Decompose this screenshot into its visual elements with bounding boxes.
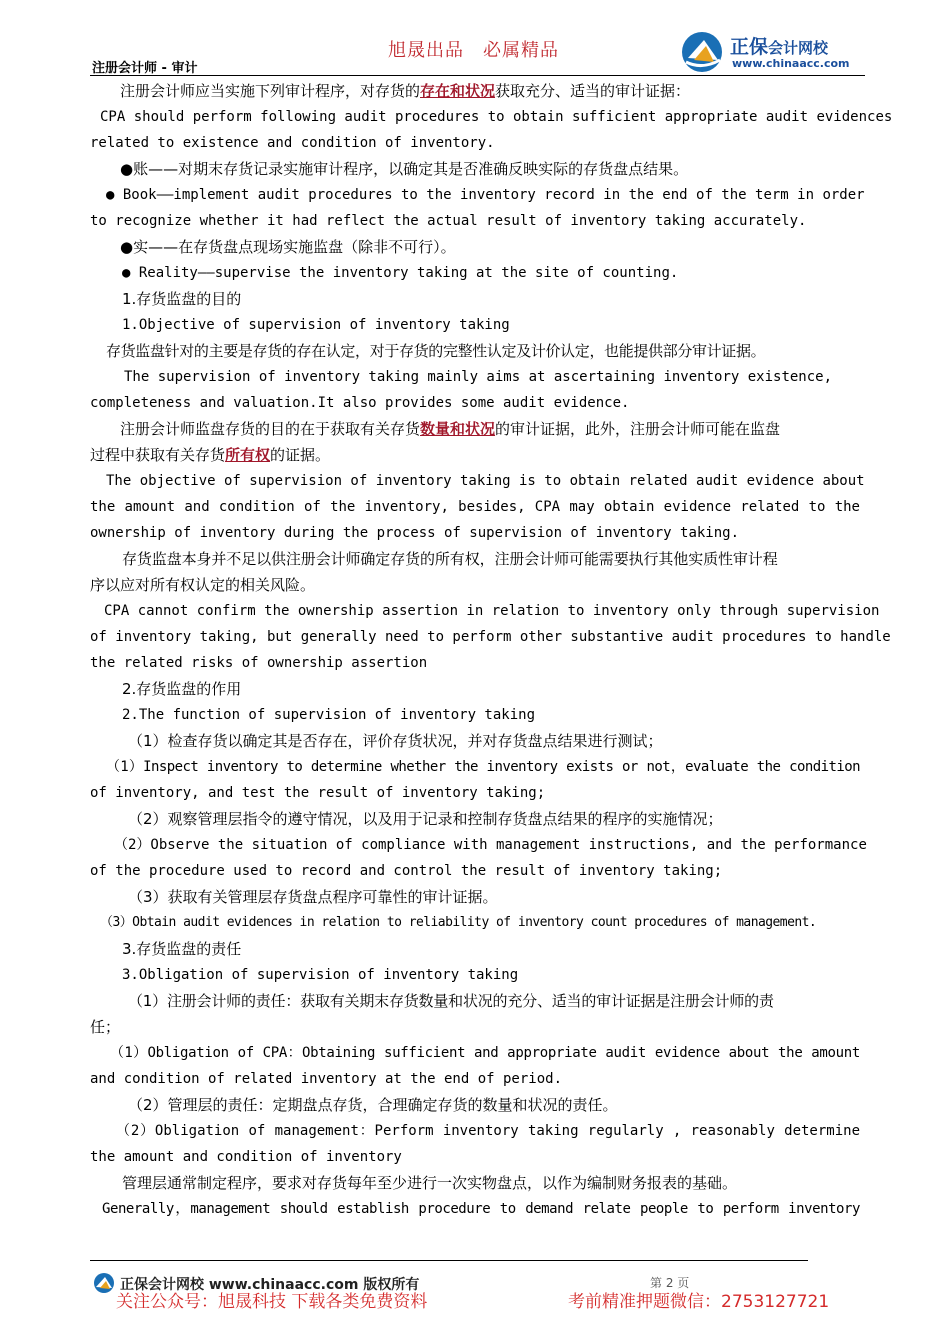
logo-name-main: 正保 bbox=[730, 36, 769, 58]
paragraph-line: Generally，management should establish procedure to demand relate people to perform inventory bbox=[102, 1201, 860, 1217]
paragraph-line: ●实——在存货盘点现场实施监盘（除非不可行）。 bbox=[120, 238, 456, 256]
paragraph-line bbox=[120, 416, 860, 442]
section-heading: 1.存货监盘的目的 bbox=[122, 290, 242, 308]
section-heading: 2.The function of supervision of inventory taking bbox=[122, 707, 536, 723]
text-run: 获取充分、适当的审计证据： bbox=[495, 82, 691, 100]
logo-name-sub: 会计网校 bbox=[768, 39, 829, 57]
text-run: 注册会计师监盘存货的目的在于获取有关存货 bbox=[120, 420, 421, 438]
list-item: （1）注册会计师的责任：获取有关期末存货数量和状况的充分、适当的审计证据是注册会计师的责 bbox=[128, 992, 774, 1010]
list-item: （2）Observe the situation of compliance with management instructions, and the performance bbox=[114, 837, 867, 853]
promo-wechat-contact: 考前精准押题微信：2753127721 bbox=[568, 1292, 830, 1312]
list-item: （2）观察管理层指令的遵守情况，以及用于记录和控制存货盘点结果的程序的实施情况； bbox=[128, 810, 723, 828]
footer-rule bbox=[90, 1260, 808, 1261]
text-run: 过程中获取有关存货 bbox=[90, 446, 226, 464]
paragraph-line: 存货监盘针对的主要是存货的存在认定，对于存货的完整性认定及计价认定，也能提供部分审计证据。 bbox=[106, 342, 766, 360]
header-rule bbox=[90, 75, 865, 76]
page-number: 第 2 页 bbox=[650, 1276, 690, 1290]
logo-url: www.chinaacc.com bbox=[732, 57, 850, 70]
list-item: （1）Inspect inventory to determine whether the inventory exists or not，evaluate the condition bbox=[106, 759, 860, 775]
list-item: （3）Obtain audit evidences in relation to reliability of inventory count procedures of management. bbox=[100, 915, 817, 930]
paragraph-line: The objective of supervision of inventory taking is to obtain related audit evidence about bbox=[106, 473, 865, 489]
paragraph-line: CPA cannot confirm the ownership assertion in relation to inventory only through supervision bbox=[104, 603, 880, 619]
paragraph-line: to recognize whether it had reflect the actual result of inventory taking accurately. bbox=[90, 213, 807, 229]
paragraph-line: ● Reality——supervise the inventory taking at the site of counting. bbox=[122, 265, 679, 281]
chinaacc-footer-logo-icon bbox=[92, 1272, 116, 1294]
paragraph-line bbox=[120, 78, 860, 104]
paragraph-line: 管理层通常制定程序，要求对存货每年至少进行一次实物盘点，以作为编制财务报表的基础。 bbox=[122, 1174, 738, 1192]
text-run: 注册会计师应当实施下列审计程序，对存货的 bbox=[120, 82, 421, 100]
paragraph-line bbox=[90, 442, 860, 468]
highlight-ownership: 所有权 bbox=[225, 446, 271, 464]
list-item: the amount and condition of inventory bbox=[90, 1149, 402, 1165]
paragraph-line: 序以应对所有权认定的相关风险。 bbox=[90, 576, 316, 594]
header-slogan: 旭晟出品 必属精品 bbox=[388, 40, 559, 61]
paragraph-line: ●账——对期末存货记录实施审计程序，以确定其是否准确反映实际的存货盘点结果。 bbox=[120, 160, 689, 178]
list-item: and condition of related inventory at the end of period. bbox=[90, 1071, 563, 1087]
list-item: （2）管理层的责任：定期盘点存货，合理确定存货的数量和状况的责任。 bbox=[128, 1096, 618, 1114]
paragraph-line: CPA should perform following audit procedures to obtain sufficient appropriate audit evidences bbox=[100, 109, 893, 125]
page-header bbox=[0, 0, 950, 80]
paragraph-line: the related risks of ownership assertion bbox=[90, 655, 428, 671]
chinaacc-logo-icon bbox=[680, 30, 726, 74]
list-item: （1）检查存货以确定其是否存在，评价存货状况，并对存货盘点结果进行测试； bbox=[128, 732, 663, 750]
paragraph-line: related to existence and condition of inventory. bbox=[90, 135, 495, 151]
text-run: 的证据。 bbox=[270, 446, 331, 464]
list-item: （3）获取有关管理层存货盘点程序可靠性的审计证据。 bbox=[128, 888, 498, 906]
paragraph-line: the amount and condition of the inventory, besides, CPA may obtain evidence related to the bbox=[90, 499, 860, 515]
paragraph-line: of inventory taking, but generally need to perform other substantive audit procedures to handle bbox=[90, 629, 891, 645]
logo-name bbox=[730, 32, 828, 59]
list-item: （2）Obligation of management：Perform inventory taking regularly , reasonably determine bbox=[116, 1123, 860, 1139]
list-item: （1）Obligation of CPA：Obtaining sufficient and appropriate audit evidence about the amount bbox=[110, 1045, 860, 1061]
page-footer bbox=[0, 1250, 950, 1344]
section-heading: 2.存货监盘的作用 bbox=[122, 680, 242, 698]
paragraph-line: ownership of inventory during the process of supervision of inventory taking. bbox=[90, 525, 740, 541]
highlight-existence-condition: 存在和状况 bbox=[420, 82, 496, 100]
paragraph-line: ● Book——implement audit procedures to the inventory record in the end of the term in order bbox=[106, 187, 865, 203]
paragraph-line: 存货监盘本身并不足以供注册会计师确定存货的所有权，注册会计师可能需要执行其他实质性审计程 bbox=[122, 550, 778, 568]
section-heading: 3.Obligation of supervision of inventory taking bbox=[122, 967, 519, 983]
section-heading: 3.存货监盘的责任 bbox=[122, 940, 242, 958]
chinaacc-logo bbox=[680, 30, 870, 74]
promo-wechat-account: 关注公众号：旭晟科技 下载各类免费资料 bbox=[116, 1292, 428, 1312]
list-item: 任； bbox=[90, 1018, 121, 1036]
highlight-amount-condition: 数量和状况 bbox=[420, 420, 496, 438]
paragraph-line: completeness and valuation.It also provides some audit evidence. bbox=[90, 395, 630, 411]
text-run: 的审计证据，此外，注册会计师可能在监盘 bbox=[495, 420, 781, 438]
list-item: of inventory, and test the result of inventory taking; bbox=[90, 785, 546, 801]
section-heading: 1.Objective of supervision of inventory taking bbox=[122, 317, 510, 333]
list-item: of the procedure used to record and control the result of inventory taking; bbox=[90, 863, 723, 879]
footer-copyright: 正保会计网校 www.chinaacc.com 版权所有 bbox=[120, 1277, 420, 1293]
paragraph-line: The supervision of inventory taking mainly aims at ascertaining inventory existence, bbox=[124, 369, 833, 385]
course-title: 注册会计师 - 审计 bbox=[92, 61, 198, 76]
